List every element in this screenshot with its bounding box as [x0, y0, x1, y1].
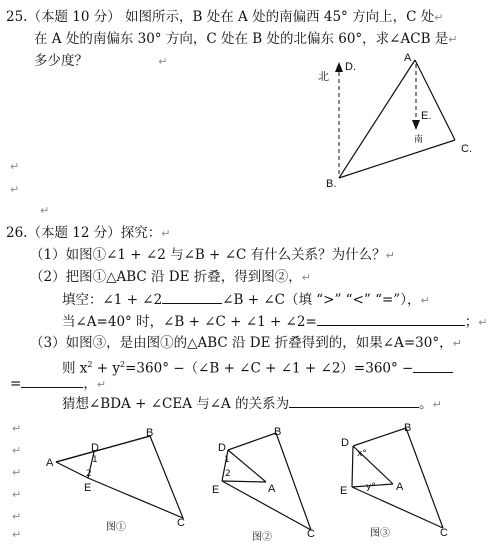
- paragraph-mark-icon: ↵: [96, 378, 107, 391]
- fig1-caption: 图①: [106, 522, 126, 533]
- paragraph-mark-icon: ↵: [385, 249, 395, 262]
- fig1-label-b: B: [146, 427, 154, 439]
- label-b: B.: [326, 178, 337, 190]
- fig3-angle-x: x°: [357, 449, 367, 459]
- fig2-caption: 图②: [252, 532, 272, 542]
- fig1-angle-2: 2: [86, 469, 92, 479]
- fig3-angle-y: y°: [366, 482, 376, 492]
- segment-bc: [406, 428, 443, 528]
- segment-ab: [56, 436, 150, 462]
- fig2-label-a: A: [268, 483, 276, 495]
- q26-line6: （3）如图③，是由图①的△ABC 沿 DE 折叠得到的，如果∠A=30°，↵: [30, 335, 462, 351]
- q25-figure: [335, 60, 455, 178]
- fig3-label-c: C: [440, 527, 448, 539]
- fig3-label-e: E: [340, 485, 348, 497]
- arrow-down-icon: [412, 120, 420, 130]
- paragraph-mark-icon: ↵: [12, 466, 22, 479]
- fig2-angle-1: 1: [224, 455, 230, 465]
- paragraph-mark-icon: ↵: [301, 271, 311, 284]
- segment-da: [228, 450, 266, 482]
- paragraph-mark-icon: ↵: [10, 160, 20, 173]
- paragraph-mark-icon: ↵: [12, 422, 22, 435]
- paragraph-mark-icon: ↵: [12, 488, 22, 501]
- label-south: 南: [414, 134, 424, 144]
- fig1-label-d: D: [91, 442, 99, 454]
- label-a: A: [404, 52, 412, 64]
- arrow-up-icon: [335, 62, 343, 72]
- fig1-label-c: C: [177, 517, 185, 529]
- q26-line3: （2）把图①△ABC 沿 DE 折叠，得到图②，↵: [30, 269, 311, 285]
- paragraph-mark-icon: ↵: [12, 528, 22, 541]
- paragraph-mark-icon: ↵: [478, 316, 488, 329]
- fig1-angle-1: 1: [92, 455, 98, 465]
- figure-2: [222, 433, 311, 530]
- q25-line1: 25.（本题 10 分） 如图所示，B 处在 A 处的南偏西 45° 方向上，C 处↵: [6, 9, 444, 25]
- fig3-label-b: B: [404, 422, 412, 434]
- paragraph-mark-icon: ↵: [420, 294, 430, 307]
- segment-ac: [415, 60, 455, 140]
- fig2-label-e: E: [212, 484, 220, 496]
- paragraph-mark-icon: ↵: [432, 398, 442, 411]
- fig2-label-d: D: [218, 442, 226, 454]
- q26-line9: 猜想∠BDA + ∠CEA 与∠A 的关系为 。↵: [62, 396, 442, 412]
- figure-1: [56, 436, 183, 518]
- label-e: E.: [421, 110, 432, 122]
- segment-db: [353, 428, 406, 446]
- label-c: C.: [461, 143, 472, 155]
- fig3-label-d: D: [341, 437, 349, 449]
- paragraph-mark-icon: ↵: [12, 444, 22, 457]
- segment-db: [228, 433, 276, 450]
- paragraph-mark-icon: ↵: [434, 11, 444, 24]
- q26-line1: 26.（本题 12 分）探究：↵: [6, 225, 171, 241]
- segment-bc: [339, 140, 455, 178]
- fig3-label-a: A: [396, 481, 404, 493]
- segment-ce: [352, 487, 443, 528]
- label-d: D.: [345, 61, 356, 73]
- paragraph-mark-icon: ↵: [158, 55, 168, 68]
- q25-line3: 多少度？ ↵: [34, 53, 168, 69]
- paragraph-mark-icon: ↵: [12, 510, 22, 523]
- triangle-abc: [56, 436, 183, 518]
- paragraph-mark-icon: ↵: [161, 227, 171, 240]
- fig2-label-c: C: [307, 528, 315, 540]
- segment-ea: [222, 481, 266, 482]
- fig3-caption: 图③: [370, 528, 390, 539]
- paragraph-mark-icon: ↵: [40, 204, 50, 217]
- q26-line5: 当∠A=40° 时，∠B + ∠C + ∠1 + ∠2= ；↵: [62, 314, 488, 330]
- figure-3: [352, 428, 443, 528]
- fig1-label-e: E: [84, 482, 92, 494]
- segment-de: [352, 446, 353, 487]
- q26-line8: = ，↵: [10, 376, 107, 392]
- fig2-angle-2: 2: [225, 469, 231, 479]
- segment-bc: [276, 433, 311, 530]
- segment-ce: [222, 481, 311, 530]
- q25-line2: 在 A 处的南偏东 30° 方向，C 处在 B 处的北偏东 60°，求∠ACB 是↵: [34, 31, 458, 47]
- q26-line2: （1）如图①∠1 + ∠2 与∠B + ∠C 有什么关系？为什么？↵: [30, 247, 395, 263]
- segment-ab: [339, 60, 415, 178]
- label-north: 北: [318, 71, 329, 83]
- fig2-label-b: B: [274, 426, 282, 438]
- fig1-label-a: A: [46, 457, 54, 469]
- paragraph-mark-icon: ↵: [448, 33, 458, 46]
- paragraph-mark-icon: ↵: [452, 337, 462, 350]
- paragraph-mark-icon: ↵: [10, 183, 20, 196]
- q26-line4: 填空：∠1 + ∠2 ∠B + ∠C（填 “>” “<” “=”），↵: [62, 292, 430, 308]
- q26-line7: 则 $x^2 + y^2=360^\circ$ −（∠B + ∠C + ∠1 + ∠2）=360° −: [62, 356, 453, 378]
